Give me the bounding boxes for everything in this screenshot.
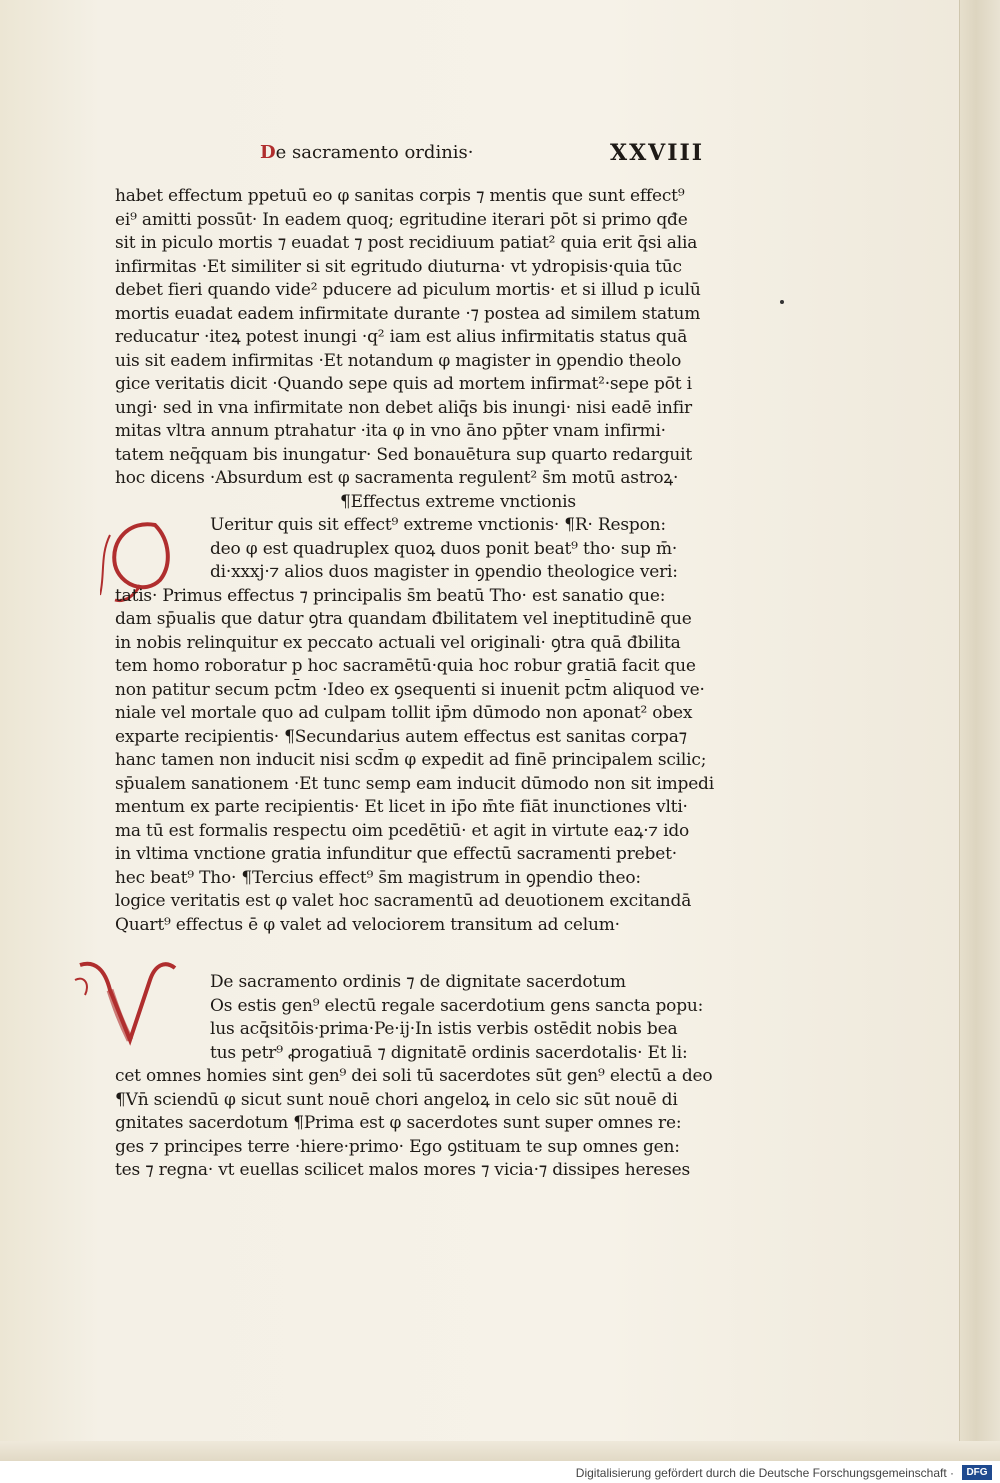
section-gap — [115, 937, 735, 971]
text-line: debet fieri quando vide² pducere ad piculum mortis· et si illud p iculū — [115, 280, 701, 300]
dfg-logo: DFG — [962, 1465, 992, 1480]
book-edge — [959, 0, 1000, 1450]
main-text — [115, 185, 735, 1183]
text-line: in nobis relinquitur ex peccato actuali vel originali· ꝯtra quā đbilita — [115, 632, 681, 653]
text-line: ¶Vn̄ sciendū φ sicut sunt nouē chori angeloꝝ in celo sic sūt nouē di — [115, 1089, 678, 1110]
text-line: reducatur ·iteꝝ potest inungi ·q² iam est alius infirmitatis status quā — [115, 327, 688, 347]
footer-credit: Digitalisierung gefördert durch die Deutsche Forschungsgemeinschaft · — [575, 1466, 954, 1480]
chapter-heading: De sacramento ordinis ⁊ de dignitate sacerdotum — [210, 972, 626, 992]
text-line: tus petr⁹ ꝓrogatiuā ⁊ dignitatē ordinis sacerdotalis· Et li: — [210, 1042, 688, 1063]
text-line: gice veritatis dicit ·Quando sepe quis ad mortem infirmat²·sepe pōt i — [115, 374, 692, 394]
text-line: cet omnes homies sint gen⁹ dei soli tū sacerdotes sūt gen⁹ electū a deo — [115, 1066, 713, 1086]
header-initial: D — [260, 142, 276, 163]
text-line: infirmitas ·Et similiter si sit egritudo diuturna· vt ydropisis·quia tūc — [115, 256, 682, 277]
text-line: tes ⁊ regna· vt euellas scilicet malos mores ⁊ vicia·⁊ dissipes hereses — [115, 1160, 691, 1180]
text-line: logice veritatis est φ valet hoc sacramentū ad deuotionem excitandā — [115, 891, 692, 911]
text-line: Quart⁹ effectus ē φ valet ad velociorem transitum ad celum· — [115, 914, 620, 935]
text-line: sp̄ualem sanationem ·Et tunc semp eam inducit dūmodo non sit impedi — [115, 773, 714, 794]
text-line: uis sit eadem infirmitas ·Et notandum φ magister in ꝯpendio theolo — [115, 350, 682, 371]
text-section-bottom — [115, 971, 735, 1183]
text-line: mentum ex parte recipientis· Et licet in ip̄o m̄te fiāt inunctiones vlti· — [115, 797, 688, 817]
section-heading: ¶Effectus extreme vnctionis — [340, 491, 576, 512]
text-line: ges ⁊ principes terre ·hiere·primo· Ego ꝯstituam te sup omnes gen: — [115, 1136, 680, 1157]
text-line: tatis· Primus effectus ⁊ principalis s̄m beatū Tho· est sanatio que: — [115, 585, 666, 606]
text-line: Os estis gen⁹ electū regale sacerdotium gens sancta popu: — [210, 995, 704, 1016]
text-line: non patitur secum pct̄m ·Ideo ex ꝯsequenti si inuenit pct̄m aliquod ve· — [115, 679, 705, 700]
text-section-middle — [115, 514, 735, 937]
text-line: gnitates sacerdotum ¶Prima est φ sacerdotes sunt super omnes re: — [115, 1113, 682, 1133]
text-line: Ueritur quis sit effect⁹ extreme vnctionis· ¶R· Respon: — [210, 515, 666, 535]
text-line: ei⁹ amitti possūt· In eadem quoq; egritudine iterari pōt si primo qđe — [115, 209, 688, 230]
text-line: hanc tamen non inducit nisi scd̄m φ expedit ad finē principalem scilic; — [115, 750, 707, 770]
text-line: exparte recipientis· ¶Secundarius autem effectus est sanitas corpa⁊ — [115, 726, 687, 747]
text-line: ungi· sed in vna infirmitate non debet aliq̄s bis inungi· nisi eadē infir — [115, 397, 692, 418]
text-line: deo φ est quadruplex quoꝝ duos ponit beat⁹ tho· sup m̄· — [210, 538, 678, 559]
running-header — [260, 142, 474, 163]
header-title: e sacramento ordinis· — [275, 142, 474, 163]
text-line: tem homo roboratur p hoc sacramētū·quia hoc robur gratiā facit que — [115, 656, 696, 676]
text-line: habet effectum ppetuū eo φ sanitas corpis ⁊ mentis que sunt effect⁹ — [115, 186, 685, 206]
text-line: di·xxxj·⁊ alios duos magister in ꝯpendio theologice veri: — [210, 562, 678, 582]
text-line: sit in piculo mortis ⁊ euadat ⁊ post recidiuum patiat² quia erit q̄si alia — [115, 233, 698, 253]
text-line: niale vel mortale quo ad culpam tollit ip̄m dūmodo non aponat² obex — [115, 703, 693, 723]
text-line: in vltima vnctione gratia infunditur que effectū sacramenti prebet· — [115, 844, 677, 864]
footer-bar — [0, 1461, 1000, 1483]
text-line: mitas vltra annum ptrahatur ·ita φ in vno āno pp̄ter vnam infirmi· — [115, 421, 666, 441]
ink-spot — [780, 300, 784, 304]
folio-number: XXVIII — [610, 140, 705, 166]
text-line: tatem neq̄quam bis inungatur· Sed bonauētura sup quarto redarguit — [115, 444, 693, 465]
text-line: hec beat⁹ Tho· ¶Tercius effect⁹ s̄m magistrum in ꝯpendio theo: — [115, 867, 641, 888]
page-bottom-shadow — [0, 1441, 1000, 1461]
text-line: mortis euadat eadem infirmitate durante ·⁊ postea ad similem statum — [115, 303, 701, 324]
text-section-top — [115, 185, 735, 491]
text-line: ma tū est formalis respectu oim pcedētiū· et agit in virtute eaꝝ·⁊ ido — [115, 820, 690, 841]
text-line: lus acq̄sitōis·prima·Pe·ij·In istis verbis ostēdit nobis bea — [210, 1019, 678, 1039]
text-line: dam sp̄ualis que datur ꝯtra quandam đbilitatem vel ineptitudinē que — [115, 609, 692, 629]
text-line: hoc dicens ·Absurdum est φ sacramenta regulent² s̄m motū astroꝝ· — [115, 468, 679, 488]
